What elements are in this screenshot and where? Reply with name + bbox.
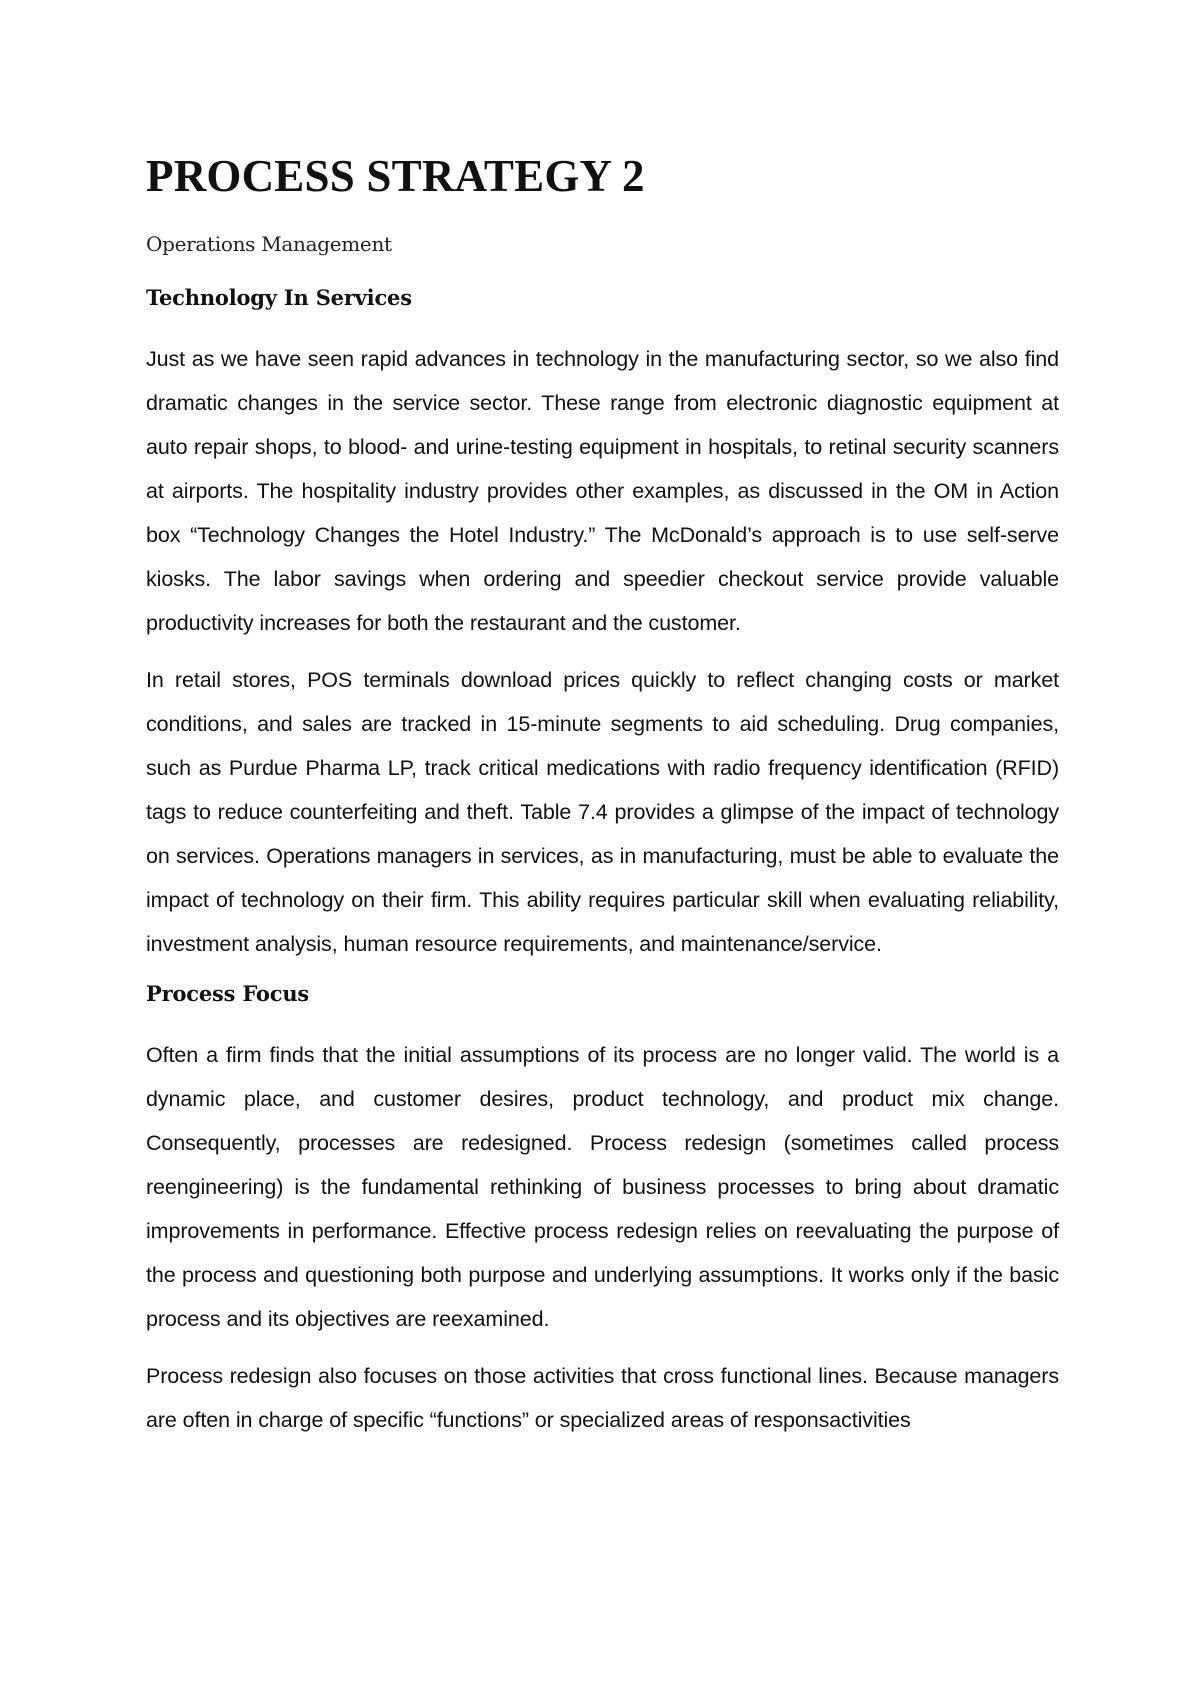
document-body bbox=[146, 150, 1059, 1442]
section-heading: Process Focus bbox=[146, 981, 310, 1006]
paragraph: In retail stores, POS terminals download prices quickly to reflect changing costs or market conditions, and sales are tracked in 15-minute segments to aid scheduling. Drug companies, such as Purdue Pharma LP, track critical medications with radio frequency identification (RFID) tags to reduce counterfeiting and theft. Table 7.4 provides a glimpse of the impact of technology on services. Operations managers in services, as in manufacturing, must be able to evaluate the impact of technology on their firm. This ability requires particular skill when evaluating reliability, investment analysis, human resource requirements, and maintenance/service. bbox=[146, 668, 1059, 956]
document-title: PROCESS STRATEGY 2 bbox=[146, 151, 645, 201]
document-subtitle: Operations Management bbox=[146, 232, 392, 256]
paragraph: Process redesign also focuses on those activities that cross functional lines. Because managers are often in charge of specific “functions” or specialized areas of responsactivities bbox=[146, 1364, 1059, 1432]
paragraph: Often a firm finds that the initial assumptions of its process are no longer valid. The world is a dynamic place, and customer desires, product technology, and product mix change. Consequently, processes are redesigned. Process redesign (sometimes called process reengineering) is the fundamental rethinking of business processes to bring about dramatic improvements in performance. Effective process redesign relies on reevaluating the purpose of the process and questioning both purpose and underlying assumptions. It works only if the basic process and its objectives are reexamined. bbox=[146, 1043, 1059, 1331]
paragraph: Just as we have seen rapid advances in technology in the manufacturing sector, so we also find dramatic changes in the service sector. These range from electronic diagnostic equipment at auto repair shops, to blood- and urine-testing equipment in hospitals, to retinal security scanners at airports. The hospitality industry provides other examples, as discussed in the OM in Action box “Technology Changes the Hotel Industry.” The McDonald’s approach is to use self-serve kiosks. The labor savings when ordering and speedier checkout service provide valuable productivity increases for both the restaurant and the customer. bbox=[146, 347, 1059, 635]
section-heading: Technology In Services bbox=[146, 285, 412, 310]
section-process-focus bbox=[146, 979, 1059, 1442]
section-technology-in-services bbox=[146, 283, 1059, 966]
